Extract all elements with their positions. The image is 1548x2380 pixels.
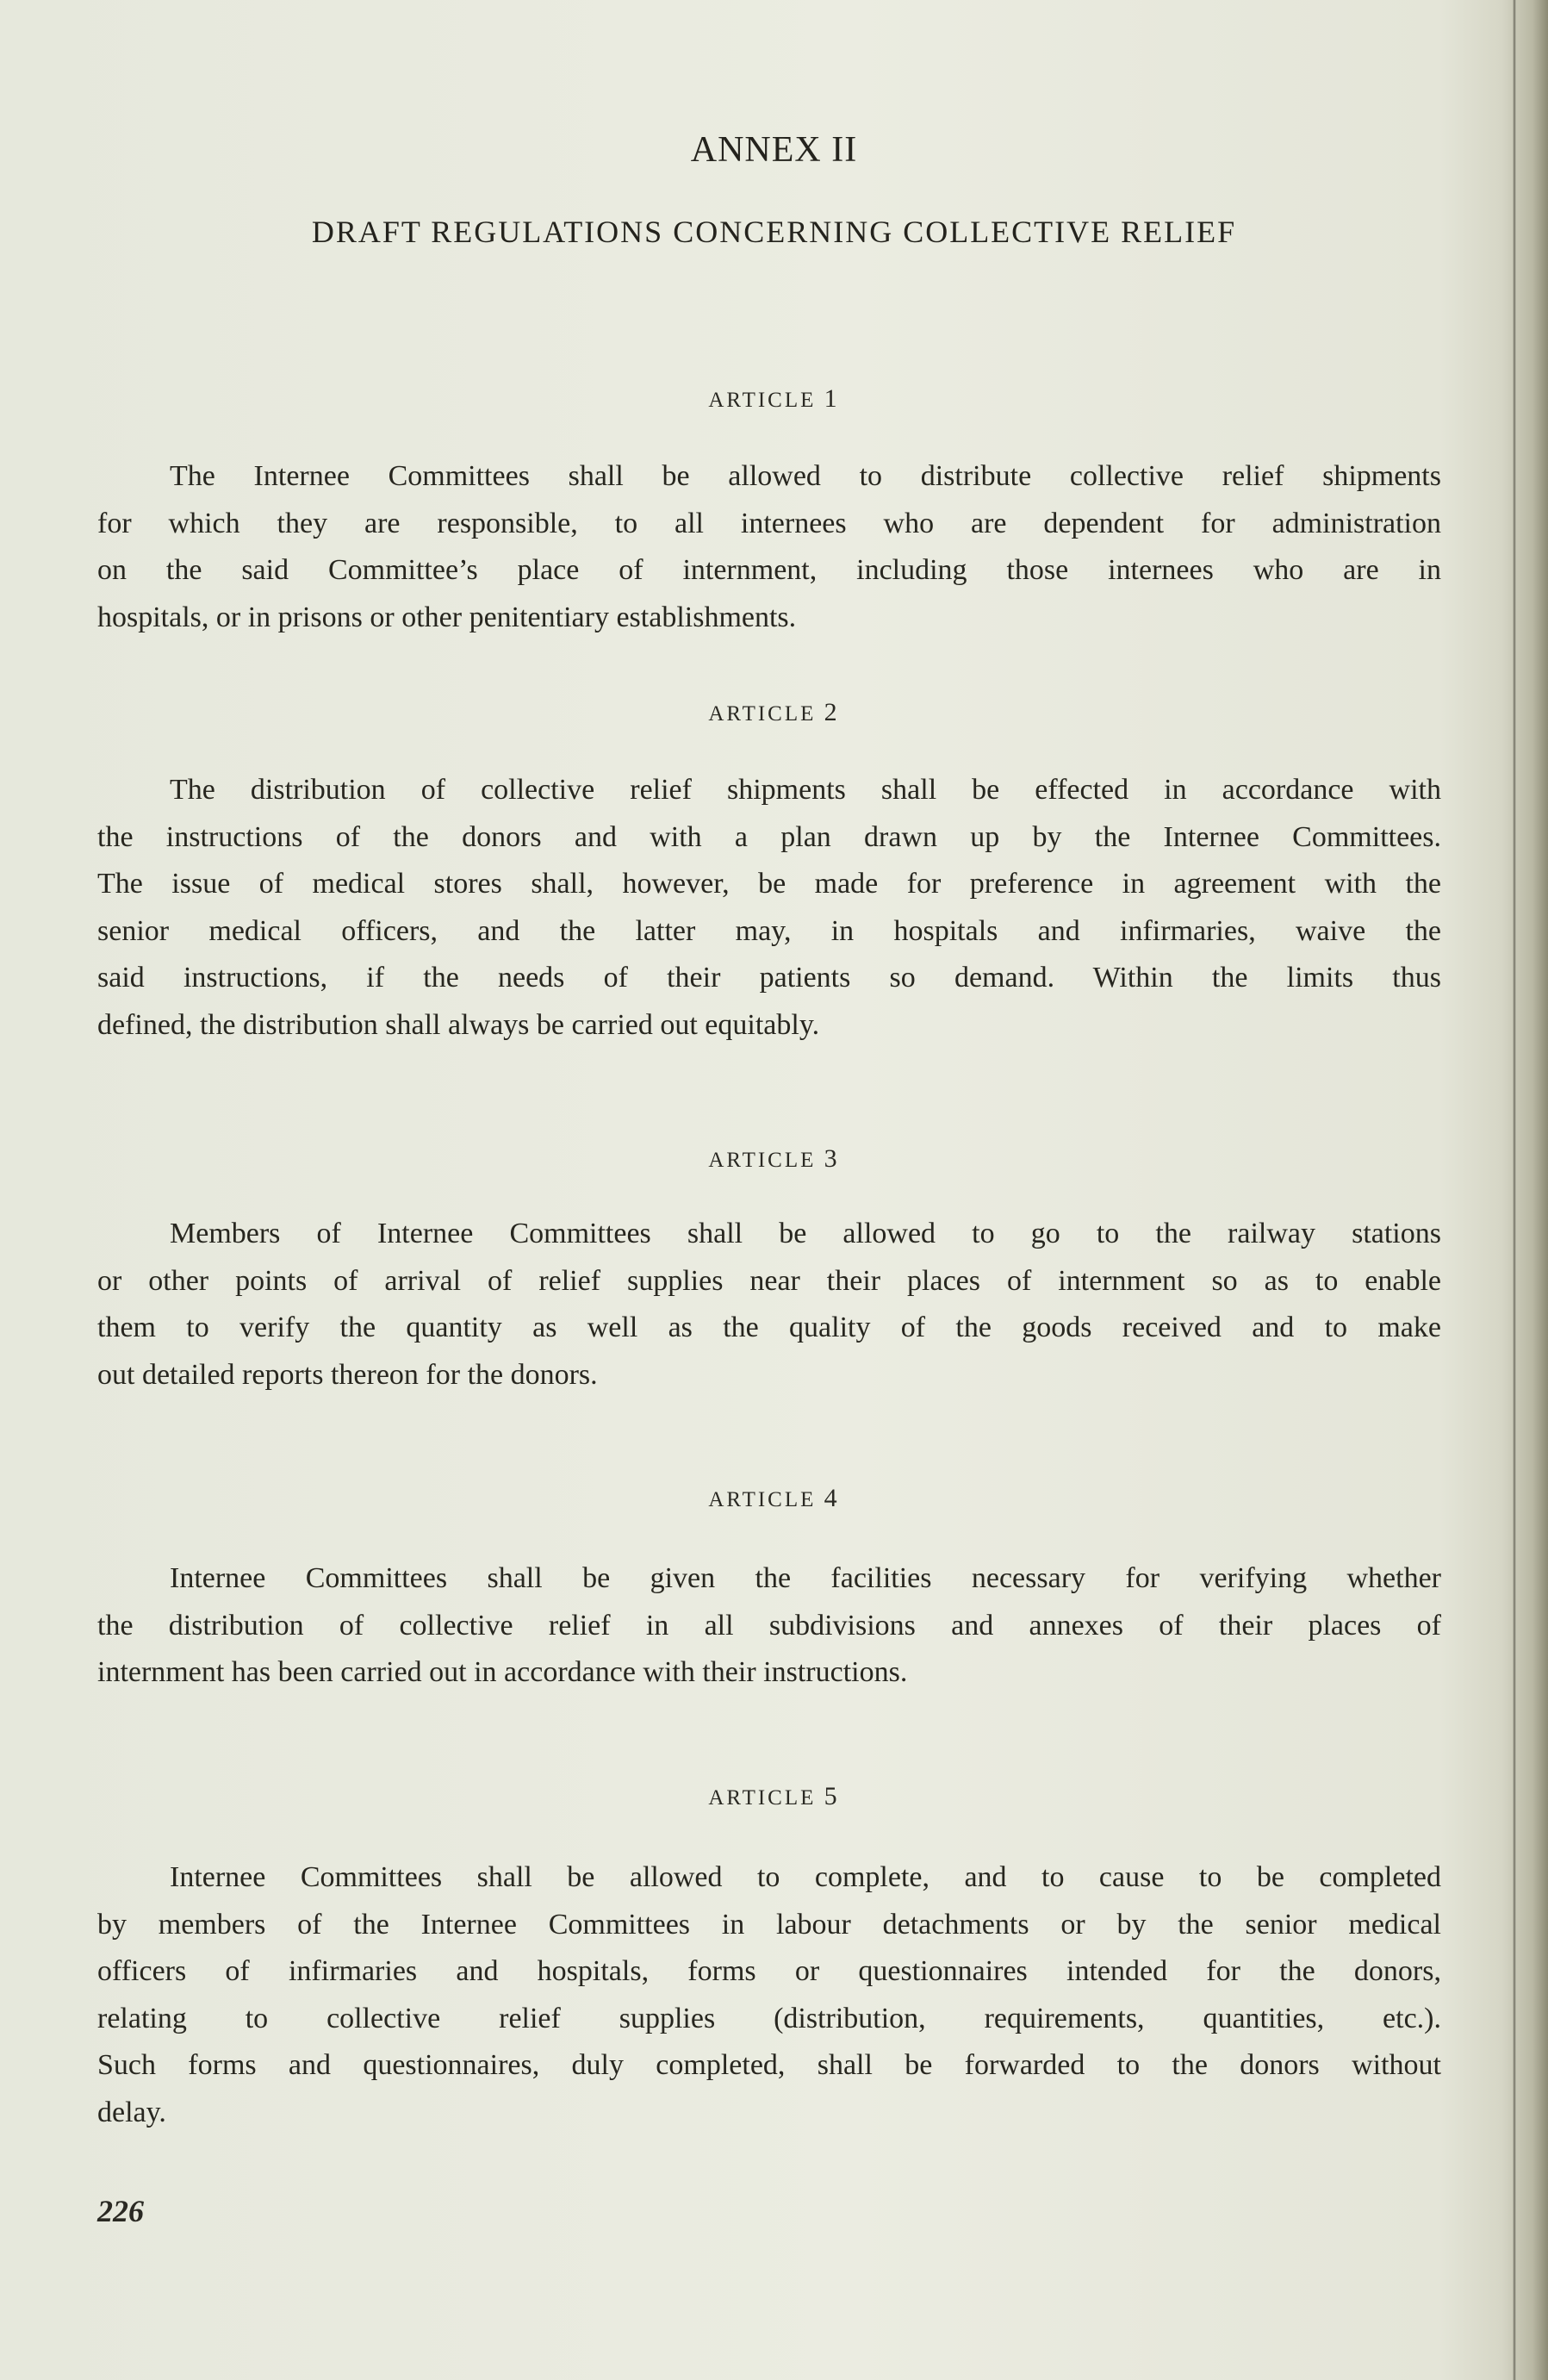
annex-subtitle: DRAFT REGULATIONS CONCERNING COLLECTIVE RELIEF [311,215,1237,249]
article-line: The Internee Committees shall be allowed to distribute collective relief shipments [170,460,1441,492]
article-5-body [97,1854,1441,2136]
article-line: the distribution of collective relief in all subdivisions and annexes of their places of [97,1609,1441,1642]
article-line: Such forms and questionnaires, duly completed, shall be forwarded to the donors without [97,2049,1441,2081]
article-2-heading [0,698,1548,727]
article-line: on the said Committee’s place of internment, including those internees who are in [97,554,1441,586]
article-5-heading [0,1782,1548,1811]
article-line: officers of infirmaries and hospitals, forms or questionnaires intended for the donors, [97,1955,1441,1987]
article-line: out detailed reports thereon for the donors. [97,1358,598,1391]
article-line: The distribution of collective relief shipments shall be effected in accordance with [170,774,1441,806]
article-line: Internee Committees shall be allowed to complete, and to cause to be completed [170,1861,1441,1893]
article-line: them to verify the quantity as well as the quality of the goods received and to make [97,1311,1441,1343]
page-number: 226 [97,2194,144,2228]
article-label: ARTICLE [708,702,817,726]
article-line: or other points of arrival of relief supplies near their places of internment so as to enable [97,1264,1441,1297]
article-number: 2 [824,698,840,726]
article-line: delay. [97,2096,166,2128]
article-number: 4 [824,1484,840,1512]
article-label: ARTICLE [708,1149,817,1172]
article-line: by members of the Internee Committees in labour detachments or by the senior medical [97,1908,1441,1941]
article-label: ARTICLE [708,1786,817,1810]
article-4-body [97,1555,1441,1697]
article-line: for which they are responsible, to all internees who are dependent for administration [97,507,1441,539]
article-line: Internee Committees shall be given the facilities necessary for verifying whether [170,1562,1441,1594]
article-line: senior medical officers, and the latter may, in hospitals and infirmaries, waive the [97,914,1441,947]
article-number: 5 [824,1782,840,1810]
annex-title: ANNEX II [690,130,858,170]
article-line: defined, the distribution shall always be carried out equitably. [97,1008,820,1041]
article-line: relating to collective relief supplies (distribution, requirements, quantities, etc.). [97,2002,1441,2034]
article-number: 3 [824,1144,840,1173]
article-label: ARTICLE [708,389,817,412]
article-line: The issue of medical stores shall, however, be made for preference in agreement with the [97,868,1441,900]
article-line: hospitals, or in prisons or other penitentiary establishments. [97,601,797,633]
article-4-heading [0,1484,1548,1513]
page-gutter-shadow [1513,0,1516,2380]
article-line: Members of Internee Committees shall be allowed to go to the railway stations [170,1218,1441,1249]
article-2-body [97,767,1441,1049]
article-1-heading [0,384,1548,414]
article-3-body [97,1211,1441,1399]
article-line: said instructions, if the needs of their patients so demand. Within the limits thus [97,962,1441,994]
article-3-heading [0,1144,1548,1174]
article-label: ARTICLE [708,1488,817,1511]
article-number: 1 [824,384,840,413]
article-1-body [97,453,1441,641]
article-line: internment has been carried out in accordance with their instructions. [97,1656,908,1688]
article-line: the instructions of the donors and with a plan drawn up by the Internee Committees. [97,820,1441,853]
